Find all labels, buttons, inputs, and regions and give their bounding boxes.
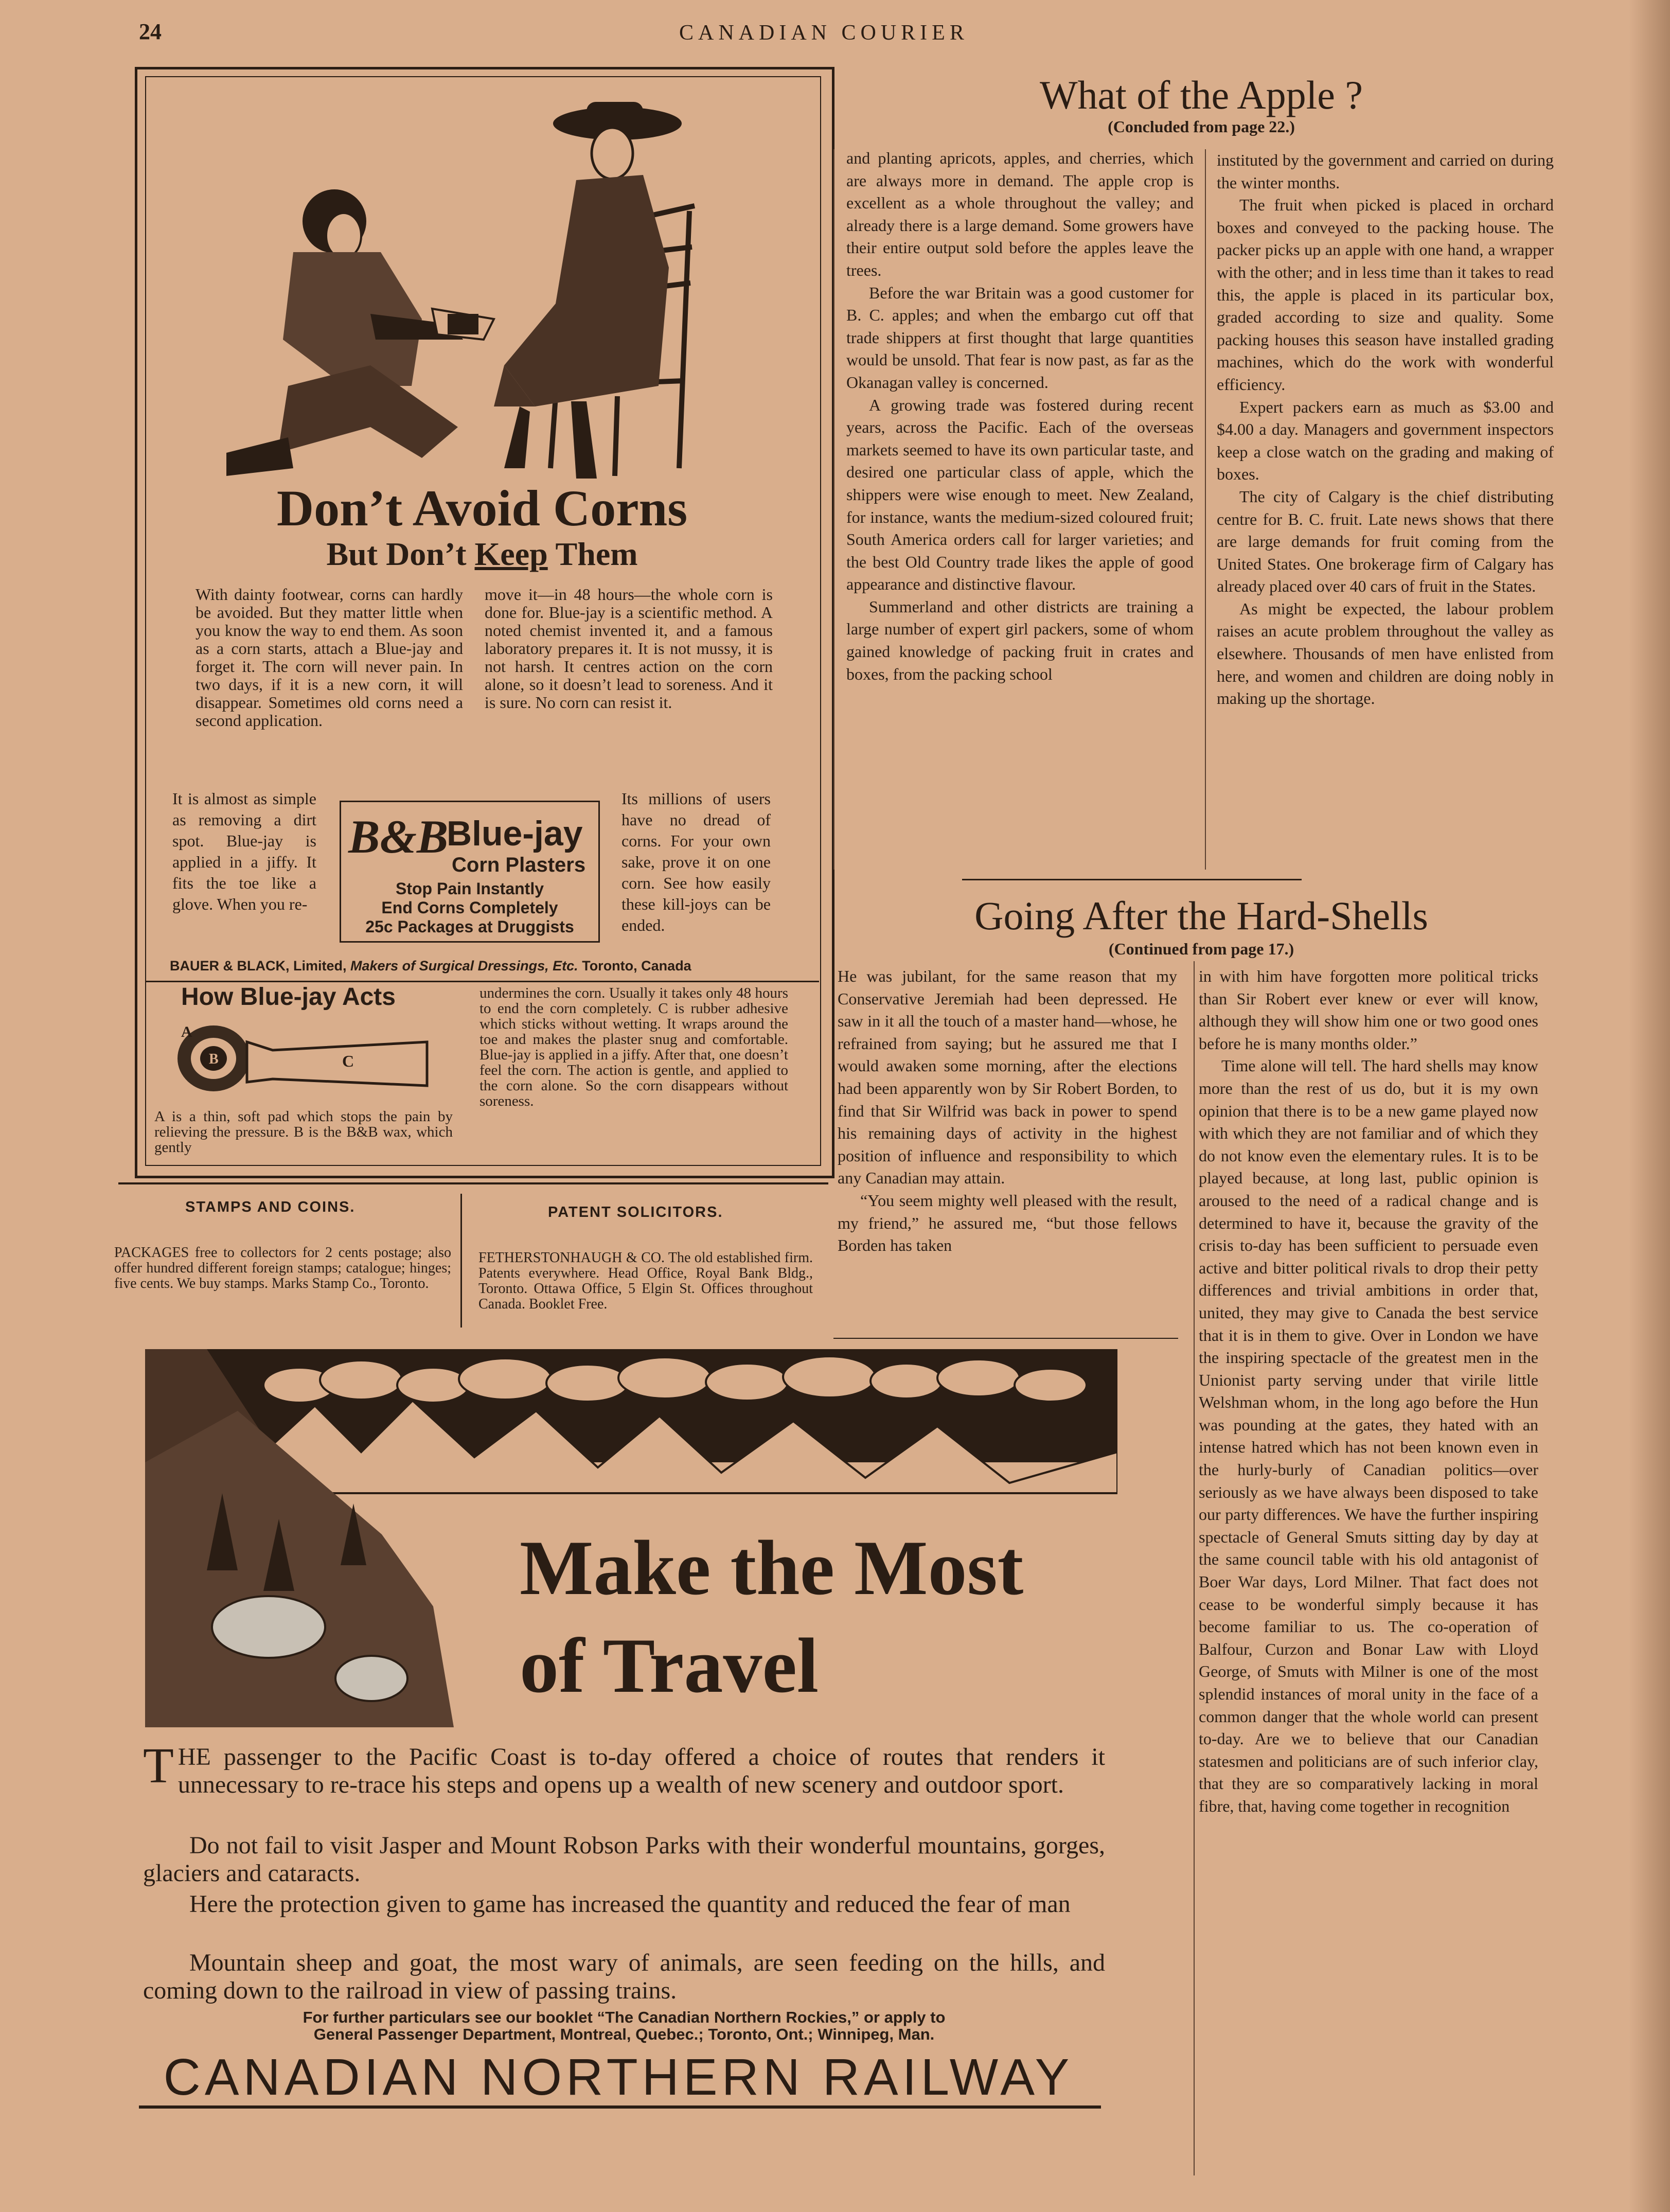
- bluejay-logo: [340, 801, 600, 943]
- hardshells-column-rule: [1194, 961, 1195, 2175]
- apple-col2-para: The fruit when picked is placed in orchard boxes and conveyed to the packing house. The packer picks up an apple with one hand, a wrapper with the other; and in less time than it takes to read this, the apple is placed in its particular box, graded according to size and quality. Some packing houses this season have installed grading machines, which do the work with wonderful efficiency.: [1217, 196, 1554, 394]
- railway-fine-print: [143, 2009, 1105, 2043]
- stamps-heading: STAMPS AND COINS.: [185, 1199, 356, 1215]
- apple-col2-para: Expert packers earn as much as $3.00 and $4.00 a day. Managers and government inspectors keep a close watch on the grading and making of boxes.: [1217, 397, 1554, 484]
- page-number: 24: [139, 19, 162, 44]
- patent-text: FETHERSTONHAUGH & CO. The old established firm. Patents everywhere. Head Office, Royal Bank Bldg., Toronto. Ottawa Office, 5 Elgin St. Offices throughout Canada. Booklet Free.: [478, 1250, 813, 1312]
- diagram-label-c: C: [342, 1052, 354, 1070]
- bluejay-brand-name: Blue-jay: [447, 814, 583, 853]
- classifieds-divider: [460, 1194, 462, 1328]
- apple-article-subtitle: (Concluded from page 22.): [1108, 117, 1295, 136]
- railway-fine-print-1: For further particulars see our booklet “The Canadian Northern Rockies,” or apply to: [303, 2008, 946, 2026]
- corns-ad-separator: [145, 981, 819, 982]
- stamps-text: PACKAGES free to collectors for 2 cents postage; also offer hundred different foreign stamps; catalogue; hinges; five cents. We buy stamps. Marks Stamp Co., Toronto.: [114, 1245, 451, 1291]
- railway-company-name: CANADIAN NORTHERN RAILWAY: [163, 2048, 1074, 2106]
- railway-para-2: Do not fail to visit Jasper and Mount Robson Parks with their wonderful mountains, gorges, glaciers and cataracts.: [143, 1832, 1105, 1887]
- hardshells-col1-para: He was jubilant, for the same reason that my Conservative Jeremiah had been depressed. He saw in it all the touch of a master hand—whose, he refrained from saying; but he assured me that I would awaken some morning, after the elections had been apparently won by Sir Robert Borden, to find that Sir Wilfrid was back in power to spend his remaining days of activity in the highest position of influence and responsibility to which any Canadian may attain.: [838, 967, 1177, 1188]
- apple-left-rule: [833, 149, 834, 870]
- corns-col1-bottom: It is almost as simple as removing a dirt spot. Blue-jay is applied in a jiffy. It fits the toe like a glove. When you re-: [172, 789, 316, 913]
- hardshells-bottom-rule: [833, 1338, 1178, 1339]
- apple-col1-para: Summerland and other districts are training a large number of expert girl packers, some of whom gained knowledge of packing fruit in crates and boxes, from the packing school: [846, 597, 1194, 683]
- hardshells-subtitle: (Continued from page 17.): [1108, 940, 1294, 958]
- maker-city: Toronto, Canada: [582, 958, 691, 974]
- diagram-label-b: B: [209, 1051, 219, 1067]
- hardshells-column-1: [838, 965, 1177, 1257]
- bluejay-tagline-3: 25c Packages at Druggists: [365, 917, 574, 936]
- apple-article-title: What of the Apple ?: [1039, 73, 1363, 117]
- maker-desc: Makers of Surgical Dressings, Etc.: [350, 958, 578, 974]
- apple-column-1: [846, 147, 1194, 685]
- apple-col1-para: and planting apricots, apples, and cherries, which are always more in demand. The apple crop is excellent as a whole throughout the valley; and already there is a large demand. Some growers have their entire output sold before the apples leave the trees.: [846, 149, 1194, 279]
- apple-column-rule: [1205, 149, 1206, 870]
- publication-title: CANADIAN COURIER: [679, 21, 969, 45]
- railway-fine-print-2: General Passenger Department, Montreal, Quebec.; Toronto, Ont.; Winnipeg, Man.: [313, 2025, 935, 2043]
- subtitle-pre: But Don’t: [326, 536, 475, 572]
- hardshells-col1-para: “You seem mighty well pleased with the result, my friend,” he assured me, “but those fellows Borden has taken: [838, 1191, 1177, 1255]
- corns-ad-illustration: [216, 98, 731, 479]
- railway-underline: [139, 2105, 1101, 2109]
- hardshells-column-2: [1199, 965, 1538, 1818]
- acts-right-text: undermines the corn. Usually it takes only 48 hours to end the corn completely. C is rubber adhesive which sticks without wetting. It wraps around the toe and makes the plaster snug and comfortable. Blue-jay is applied in a jiffy. After that, one doesn’t feel the corn. The action is gentle, and applied to the corn alone. So the corn disappears without soreness.: [479, 985, 788, 1109]
- corns-col1-top: With dainty footwear, corns can hardly be avoided. But they matter little when you know the way to end them. As soon as a corn starts, attach a Blue-jay and forget it. The corn will never pain. In two days, if it is a new corn, it will disappear. Sometimes old corns need a second application.: [196, 585, 463, 730]
- apple-col2-para: instituted by the government and carried on during the winter months.: [1217, 151, 1554, 192]
- railway-para-1-text: HE passenger to the Pacific Coast is to-day offered a choice of routes that renders it unnecessary to re-trace his steps and opens up a wealth of new scenery and outdoor sport.: [177, 1743, 1105, 1798]
- apple-column-2: [1217, 149, 1554, 710]
- hardshells-title: Going After the Hard-Shells: [974, 893, 1428, 938]
- bluejay-product: Corn Plasters: [452, 854, 586, 876]
- bluejay-tagline-1: Stop Pain Instantly: [395, 879, 544, 898]
- acts-left-text: A is a thin, soft pad which stops the pain by relieving the pressure. B is the B&B wax, which gently: [154, 1108, 453, 1156]
- apple-col2-para: The city of Calgary is the chief distributing centre for B. C. fruit. Late news shows that there are large demands for fruit coming from the United States. One brokerage firm of Calgary has already placed over 40 cars of fruit in the States.: [1217, 487, 1554, 596]
- hardshells-col2-para: in with him have forgotten more political tricks than Sir Robert ever knew or ever will know, although they will show him one or two good ones before he is many months older.”: [1199, 967, 1538, 1053]
- bluejay-tagline-2: End Corns Completely: [381, 898, 558, 917]
- plaster-diagram: [170, 1021, 437, 1109]
- railway-para-1: [143, 1738, 1105, 1799]
- railway-headline-line2: of Travel: [520, 1622, 819, 1709]
- apple-col1-para: Before the war Britain was a good customer for B. C. apples; and when the embargo cut off that trade shippers at first thought that large quantities would be unsold. That fear is now past, as far as the Okanagan valley is concerned.: [846, 283, 1194, 392]
- subtitle-post: Them: [547, 536, 638, 572]
- diagram-label-a: A: [181, 1023, 192, 1040]
- maker-name: BAUER & BLACK, Limited,: [170, 958, 347, 974]
- hardshells-top-rule: [962, 879, 1302, 880]
- apple-col1-para: A growing trade was fostered during recent years, across the Pacific. Each of the overseas markets seemed to have its own particular taste, and desired one particular class of apple, which the shippers were wise enough to meet. New Zealand, for instance, wants the medium-sized coloured fruit; South America orders call for larger varieties; and the best Old Country trade likes the apple of good appearance and distinctive flavour.: [846, 395, 1194, 594]
- corns-ad-title: Don’t Avoid Corns: [276, 480, 688, 537]
- railway-para-3: Here the protection given to game has increased the quantity and reduced the fear of man: [189, 1890, 1071, 1918]
- hardshells-col2-para: Time alone will tell. The hard shells may know more than the rest of us do, but it is my own opinion that there is to be a new game played now with which they are not familiar and of which they do not know even the elementary rules. It is to be played because, at long last, public opinion is aroused to the need of a radical change and is determined to have it, because the gravity of the crisis to-day has been sufficient to persuade even active and bitter political rivals to drop their petty differences and trivial ambitions in order that, united, they may give to Canada the best service that it is in them to give. Over in London we have the inspiring spectacle of the greatest men in the Unionist party serving under that virile little Welshman whom, in the long ago before the Hun was pounding at the gates, they hated with an intense hatred which has not been known even in the hurly-burly of Canadian politics—over seriously as we have always been disposed to take our party differences. We have the further inspiring spectacle of General Smuts sitting day by day at the same council table with his old antagonist of Boer War days, Lord Milner. That fact does not cease to be wonderful simply because it has become familiar to us. The co-operation of Balfour, Curzon and Bonar Law with Lloyd George, of Smuts with Milner is one of the most splendid instances of moral unity in the face of a common danger that the whole world can present to-day. Are we to believe that our Canadian statesmen and politicians are of such inferior clay, that they are so comparatively lacking in moral fibre, that, having come together in recognition: [1199, 1056, 1538, 1815]
- maker-line: [170, 958, 691, 974]
- classifieds-top-rule: [118, 1182, 828, 1184]
- corns-ad-subtitle: [145, 535, 819, 573]
- drop-cap: T: [143, 1738, 174, 1794]
- page-edge-shadow: [1629, 0, 1670, 2212]
- corns-col2-bottom: Its millions of users have no dread of corns. For your own sake, prove it on one corn. See how easily these kill-joys can be ended.: [621, 789, 771, 934]
- bb-monogram: B&B: [348, 810, 449, 863]
- railway-para-4: Mountain sheep and goat, the most wary of animals, are seen feeding on the hills, and coming down to the railroad in view of passing trains.: [143, 1949, 1105, 2004]
- apple-col2-para: As might be expected, the labour problem raises an acute problem throughout the valley as elsewhere. Thousands of men have enlisted from here, and women and children are doing nobly in making up the shortage.: [1217, 599, 1554, 708]
- railway-headline-line1: Make the Most: [520, 1525, 1024, 1611]
- corns-col2-top: move it—in 48 hours—the whole corn is done for. Blue-jay is a scientific method. A noted chemist invented it, and a famous laboratory prepares it. It is not mussy, it is not harsh. It centres action on the corn alone, so it doesn’t lead to soreness. And it is sure. No corn can resist it.: [485, 585, 773, 712]
- patent-heading: PATENT SOLICITORS.: [548, 1204, 723, 1220]
- subtitle-keep: Keep: [474, 536, 548, 572]
- how-bluejay-acts-heading: How Blue-jay Acts: [181, 983, 396, 1011]
